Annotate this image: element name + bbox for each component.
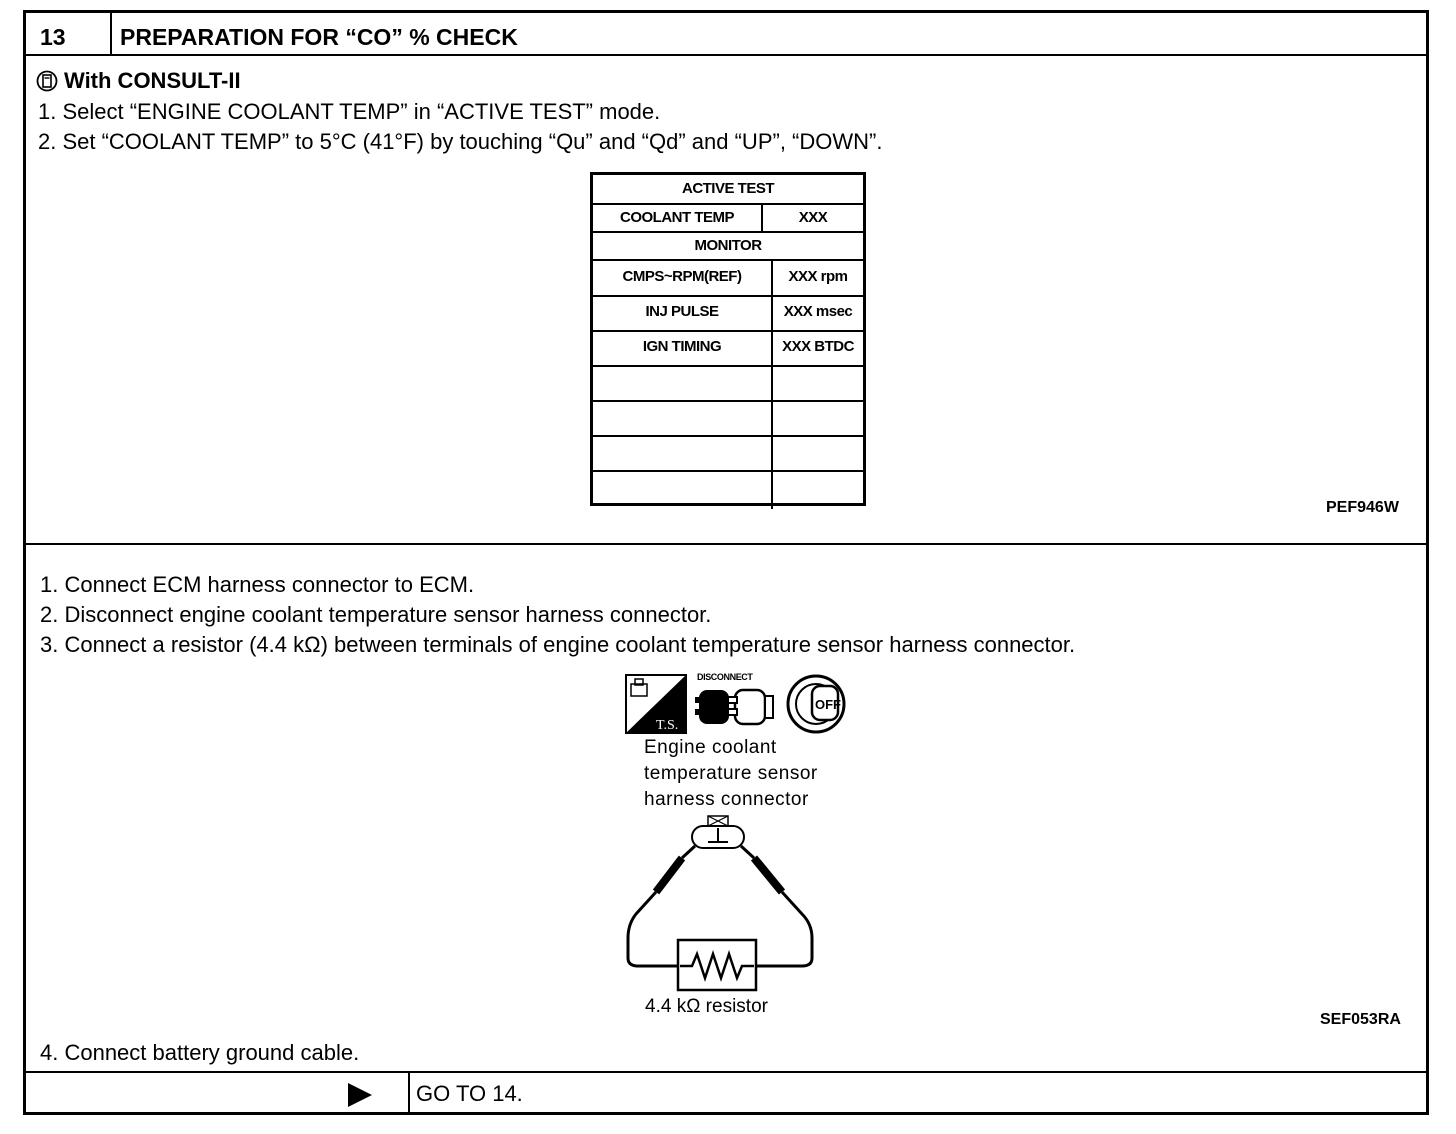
- ts-label: T.S.: [656, 718, 679, 733]
- resistor-wiring-diagram: [620, 812, 825, 992]
- disconnect-label: DISCONNECT: [697, 672, 753, 682]
- footer-rule: [26, 1071, 1426, 1073]
- active-test-title: ACTIVE TEST: [681, 180, 774, 197]
- go-to-text[interactable]: GO TO 14.: [416, 1081, 523, 1106]
- monitor-row-value: XXX BTDC: [782, 338, 854, 355]
- section2-step-2: 2. Disconnect engine coolant temperature sensor harness connector.: [40, 602, 712, 627]
- active-test-table: [590, 172, 866, 506]
- ignition-off-icon: [786, 674, 852, 734]
- connector-label-line-1: Engine coolant: [644, 737, 777, 758]
- connector-label-line-3: harness connector: [644, 789, 809, 810]
- coolant-temp-label: COOLANT TEMP: [620, 209, 734, 226]
- coolant-temp-value: XXX: [798, 209, 828, 226]
- section-rule: [26, 543, 1426, 545]
- disconnect-icon: [695, 684, 777, 732]
- section2-step-1: 1. Connect ECM harness connector to ECM.: [40, 572, 475, 597]
- ts-icon: [625, 674, 687, 734]
- section1-step-1: 1. Select “ENGINE COOLANT TEMP” in “ACTIVE TEST” mode.: [38, 99, 661, 124]
- header-divider: [110, 13, 112, 55]
- section1-step-2: 2. Set “COOLANT TEMP” to 5°C (41°F) by touching “Qu” and “Qd” and “UP”, “DOWN”.: [38, 129, 883, 154]
- figure-code-2: SEF053RA: [1320, 1011, 1401, 1028]
- off-label: OFF: [815, 697, 841, 712]
- go-to-arrow-icon: [348, 1083, 372, 1107]
- figure-code-1: PEF946W: [1326, 499, 1399, 516]
- monitor-label: MONITOR: [694, 237, 762, 254]
- section2-step-3: 3. Connect a resistor (4.4 kΩ) between terminals of engine coolant temperature sensor harness connector.: [40, 632, 1076, 657]
- header-rule: [26, 54, 1426, 56]
- monitor-row-value: XXX msec: [783, 303, 853, 320]
- consult-icon: [36, 70, 58, 92]
- consult-heading: With CONSULT-II: [64, 68, 241, 93]
- monitor-row-value: XXX rpm: [788, 268, 848, 285]
- monitor-row-label: INJ PULSE: [645, 303, 719, 320]
- monitor-row-label: IGN TIMING: [642, 338, 722, 355]
- footer-divider: [408, 1071, 410, 1115]
- resistor-label: 4.4 kΩ resistor: [645, 996, 768, 1017]
- connector-label-line-2: temperature sensor: [644, 763, 818, 784]
- section2-step-4: 4. Connect battery ground cable.: [40, 1040, 360, 1065]
- step-number: 13: [40, 24, 66, 50]
- monitor-row-label: CMPS~RPM(REF): [622, 268, 742, 285]
- page-title: PREPARATION FOR “CO” % CHECK: [120, 24, 518, 50]
